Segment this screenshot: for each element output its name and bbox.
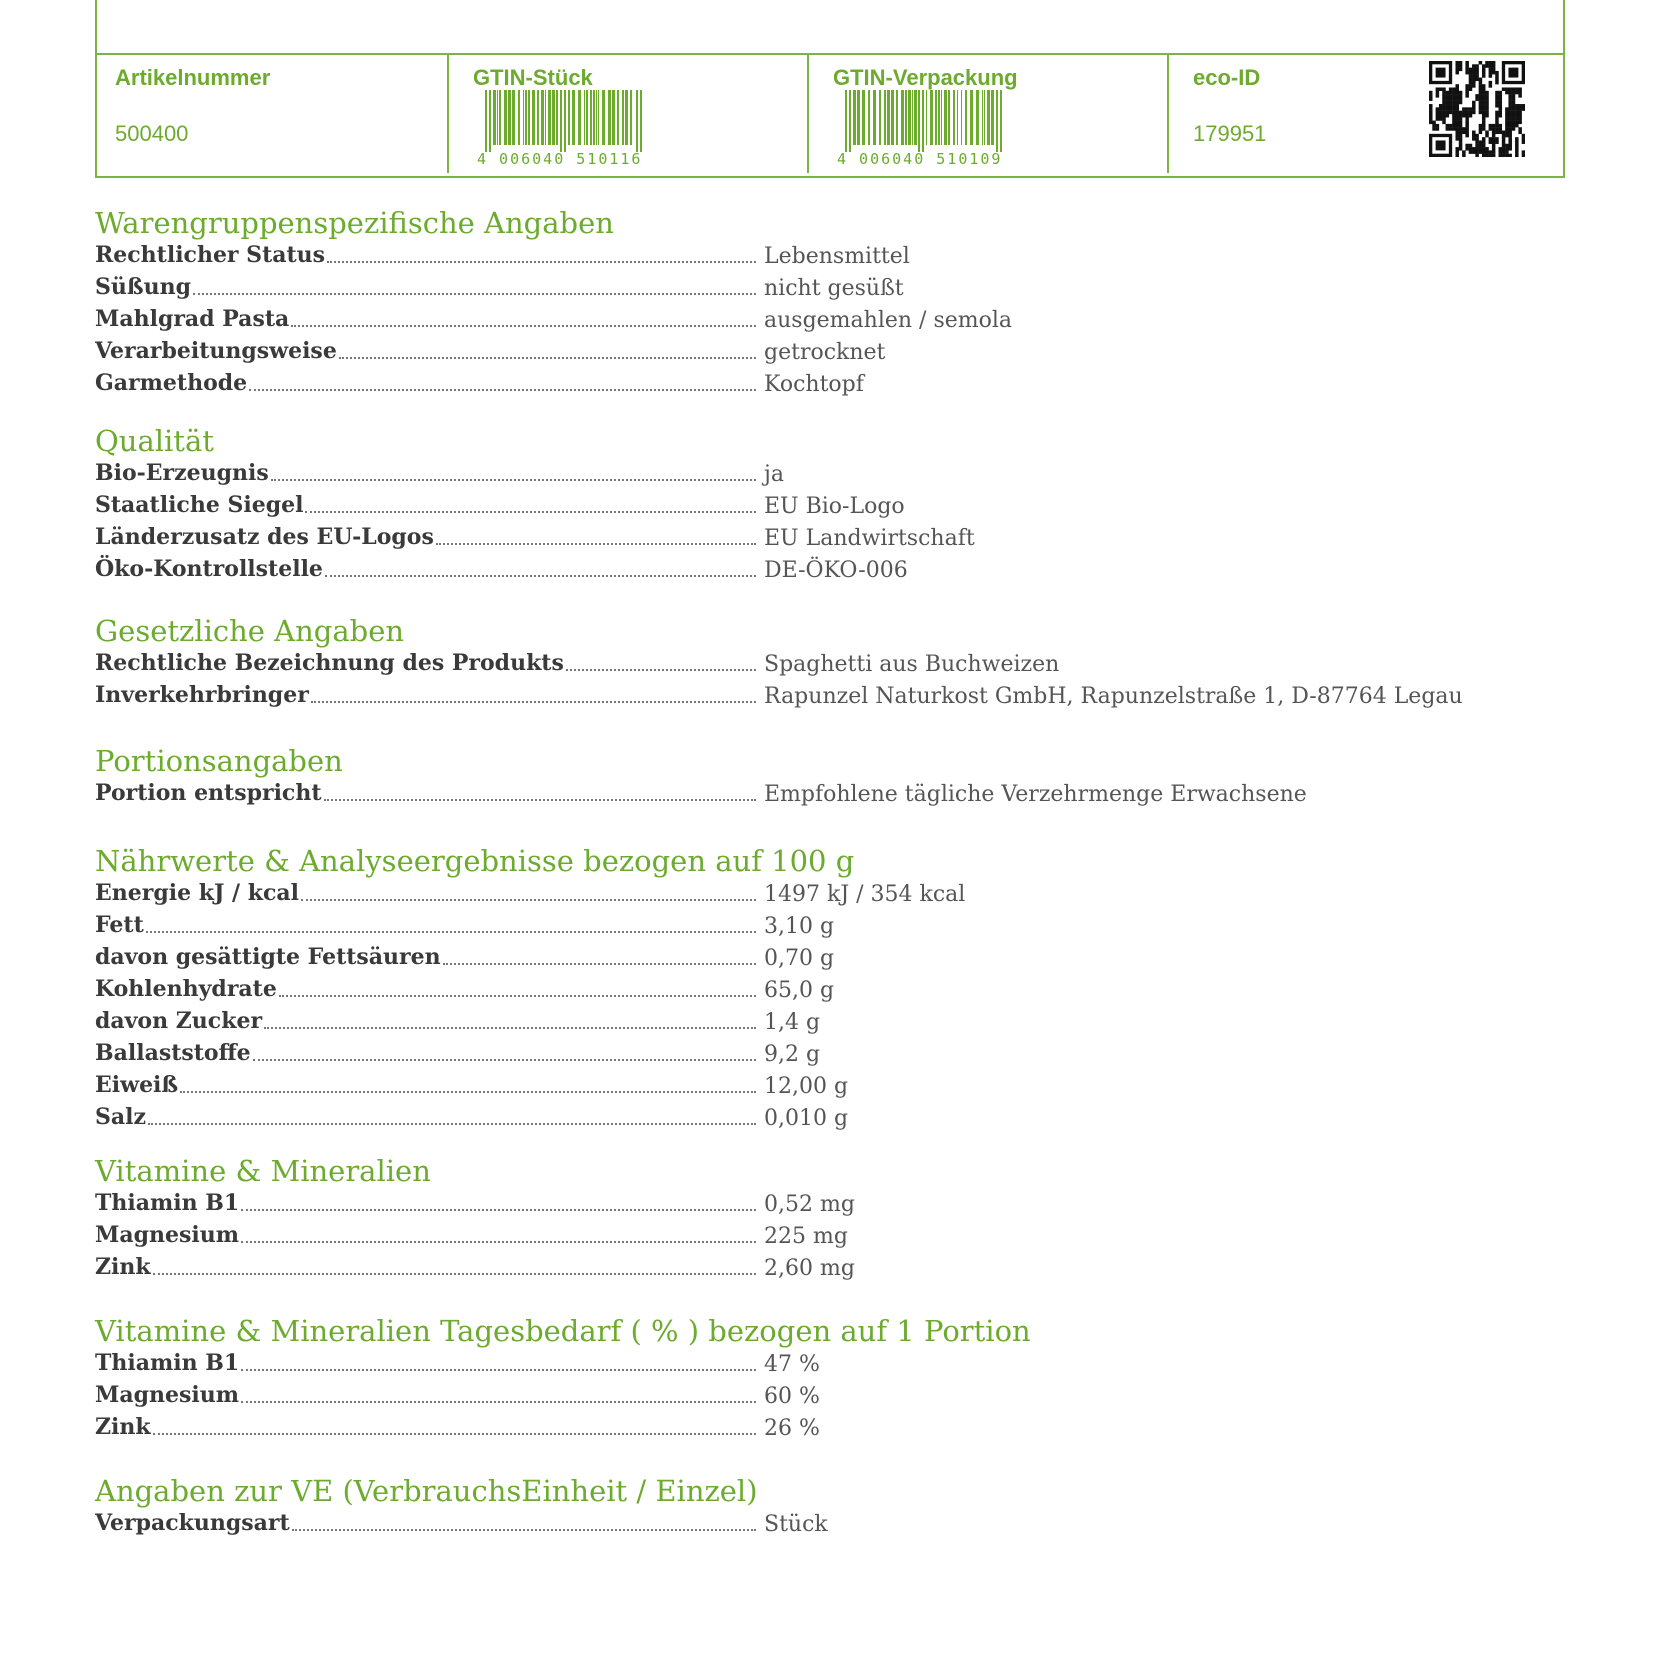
product-id-box: [95, 0, 1565, 178]
spec-value: nicht gesüßt: [764, 276, 904, 301]
spec-value: Spaghetti aus Buchweizen: [764, 652, 1060, 677]
spec-value: 0,70 g: [764, 946, 835, 971]
spec-value: EU Bio-Logo: [764, 494, 905, 519]
spec-label: Garmethode: [95, 370, 248, 396]
dot-leader: [241, 1401, 756, 1403]
section-title: Gesetzliche Angaben: [95, 614, 405, 648]
spec-row: [95, 273, 1565, 305]
spec-value: Kochtopf: [764, 372, 864, 397]
spec-value: 2,60 mg: [764, 1256, 855, 1281]
spec-label: Süßung: [95, 274, 191, 300]
dot-leader: [566, 669, 756, 671]
dot-leader: [325, 575, 756, 577]
dot-leader: [291, 325, 756, 327]
spec-value: Stück: [764, 1512, 828, 1537]
spec-value: ausgemahlen / semola: [764, 308, 1013, 333]
gtin-piece-digits: 4 006040 510116: [477, 150, 643, 168]
dot-leader: [146, 931, 756, 933]
spec-row: [95, 241, 1565, 273]
spec-row: [95, 1253, 1565, 1285]
dot-leader: [301, 899, 756, 901]
section-title: Nährwerte & Analyseergebnisse bezogen auf 100 g: [95, 844, 855, 878]
spec-section: [95, 613, 1565, 713]
dot-leader: [180, 1091, 756, 1093]
spec-value: 0,52 mg: [764, 1192, 855, 1217]
spec-label: Eiweiß: [95, 1072, 179, 1098]
spec-value: 26 %: [764, 1416, 820, 1441]
barcode-icon: [477, 90, 652, 152]
dot-leader: [241, 1369, 756, 1371]
dot-leader: [241, 1209, 756, 1211]
section-title: Warengruppenspezifische Angaben: [95, 206, 614, 240]
spec-label: Inverkehrbringer: [95, 682, 309, 708]
spec-row: [95, 879, 1565, 911]
spec-row: [95, 779, 1565, 811]
gtin-package-digits: 4 006040 510109: [837, 150, 1003, 168]
spec-label: Zink: [95, 1254, 151, 1280]
section-title: Vitamine & Mineralien: [95, 1154, 431, 1188]
eco-id-label: eco-ID: [1193, 65, 1261, 90]
section-title: Angaben zur VE (VerbrauchsEinheit / Einzel): [95, 1474, 758, 1508]
section-title: Vitamine & Mineralien Tagesbedarf ( % ) bezogen auf 1 Portion: [95, 1314, 1031, 1348]
spec-section: [95, 1473, 1565, 1541]
dot-leader: [305, 511, 756, 513]
spec-row: [95, 681, 1565, 713]
spec-value: 60 %: [764, 1384, 820, 1409]
article-number-label: Artikelnummer: [115, 65, 271, 90]
spec-label: Bio-Erzeugnis: [95, 460, 269, 486]
spec-value: ja: [764, 462, 784, 487]
spec-value: Lebensmittel: [764, 244, 910, 269]
spec-value: 0,010 g: [764, 1106, 849, 1131]
dot-leader: [153, 1273, 756, 1275]
gtin-package-label: GTIN-Verpackung: [833, 65, 1018, 90]
section-rows: [95, 459, 1565, 587]
section-title: Portionsangaben: [95, 744, 343, 778]
spec-value: 9,2 g: [764, 1042, 821, 1067]
gtin-piece-cell: [447, 55, 807, 173]
section-title: Qualität: [95, 424, 214, 458]
spec-row: [95, 943, 1565, 975]
dot-leader: [443, 963, 756, 965]
section-rows: [95, 1189, 1565, 1285]
spec-label: davon Zucker: [95, 1008, 263, 1034]
spec-label: Magnesium: [95, 1382, 239, 1408]
spec-value: EU Landwirtschaft: [764, 526, 975, 551]
spec-label: Thiamin B1: [95, 1190, 240, 1216]
spec-row: [95, 1221, 1565, 1253]
spec-row: [95, 369, 1565, 401]
dot-leader: [279, 995, 756, 997]
spec-row: [95, 555, 1565, 587]
spec-row: [95, 649, 1565, 681]
spec-label: Energie kJ / kcal: [95, 880, 300, 906]
spec-section: [95, 843, 1565, 1135]
spec-label: Salz: [95, 1104, 146, 1130]
section-rows: [95, 649, 1565, 713]
spec-label: Rechtlicher Status: [95, 242, 326, 268]
spec-row: [95, 523, 1565, 555]
spec-value: 47 %: [764, 1352, 820, 1377]
dot-leader: [327, 261, 756, 263]
spec-row: [95, 305, 1565, 337]
eco-id-value: 179951: [1193, 121, 1267, 146]
spec-row: [95, 337, 1565, 369]
spec-label: davon gesättigte Fettsäuren: [95, 944, 441, 970]
spec-row: [95, 491, 1565, 523]
spec-section: [95, 423, 1565, 587]
spec-value: DE-ÖKO-006: [764, 558, 908, 583]
spec-section: [95, 1153, 1565, 1285]
dot-leader: [436, 543, 756, 545]
spec-label: Mahlgrad Pasta: [95, 306, 290, 332]
spec-value: 1,4 g: [764, 1010, 821, 1035]
dot-leader: [253, 1059, 756, 1061]
spec-label: Zink: [95, 1414, 151, 1440]
barcode-icon: [837, 90, 1012, 152]
spec-row: [95, 1189, 1565, 1221]
spec-value: 12,00 g: [764, 1074, 849, 1099]
spec-label: Portion entspricht: [95, 780, 322, 806]
spec-row: [95, 1007, 1565, 1039]
spec-row: [95, 1103, 1565, 1135]
spec-row: [95, 911, 1565, 943]
spec-value: 65,0 g: [764, 978, 835, 1003]
dot-leader: [249, 389, 756, 391]
spec-row: [95, 1413, 1565, 1445]
dot-leader: [241, 1241, 756, 1243]
dot-leader: [193, 293, 756, 295]
article-number-value: 500400: [115, 121, 189, 146]
spec-section: [95, 1313, 1565, 1445]
spec-label: Staatliche Siegel: [95, 492, 304, 518]
spec-value: getrocknet: [764, 340, 886, 365]
section-rows: [95, 241, 1565, 401]
spec-label: Thiamin B1: [95, 1350, 240, 1376]
article-number-cell: [97, 55, 447, 173]
spec-row: [95, 1071, 1565, 1103]
spec-section: [95, 743, 1565, 811]
section-rows: [95, 779, 1565, 811]
spec-label: Verarbeitungsweise: [95, 338, 337, 364]
spec-section: [95, 205, 1565, 401]
spec-value: Rapunzel Naturkost GmbH, Rapunzelstraße 1, D-87764 Legau: [764, 684, 1463, 709]
spec-label: Öko-Kontrollstelle: [95, 556, 323, 582]
dot-leader: [148, 1123, 756, 1125]
gtin-piece-label: GTIN-Stück: [473, 65, 593, 90]
dot-leader: [311, 701, 756, 703]
spec-value: 1497 kJ / 354 kcal: [764, 882, 966, 907]
section-rows: [95, 1349, 1565, 1445]
qr-code-icon: [1429, 61, 1525, 157]
spec-label: Länderzusatz des EU-Logos: [95, 524, 434, 550]
dot-leader: [271, 479, 756, 481]
spec-label: Ballaststoffe: [95, 1040, 251, 1066]
dot-leader: [264, 1027, 756, 1029]
spec-label: Fett: [95, 912, 144, 938]
section-rows: [95, 1509, 1565, 1541]
dot-leader: [292, 1529, 756, 1531]
spec-label: Kohlenhydrate: [95, 976, 277, 1002]
spec-row: [95, 975, 1565, 1007]
spec-row: [95, 1509, 1565, 1541]
spec-value: 3,10 g: [764, 914, 835, 939]
spec-row: [95, 1349, 1565, 1381]
gtin-package-cell: [807, 55, 1167, 173]
spec-row: [95, 1381, 1565, 1413]
dot-leader: [153, 1433, 756, 1435]
spec-label: Magnesium: [95, 1222, 239, 1248]
spec-row: [95, 459, 1565, 491]
dot-leader: [324, 799, 757, 801]
spec-value: 225 mg: [764, 1224, 848, 1249]
spec-value: Empfohlene tägliche Verzehrmenge Erwachsene: [764, 782, 1307, 807]
spec-label: Rechtliche Bezeichnung des Produkts: [95, 650, 564, 676]
dot-leader: [339, 357, 756, 359]
section-rows: [95, 879, 1565, 1135]
spec-row: [95, 1039, 1565, 1071]
spec-label: Verpackungsart: [95, 1510, 290, 1536]
